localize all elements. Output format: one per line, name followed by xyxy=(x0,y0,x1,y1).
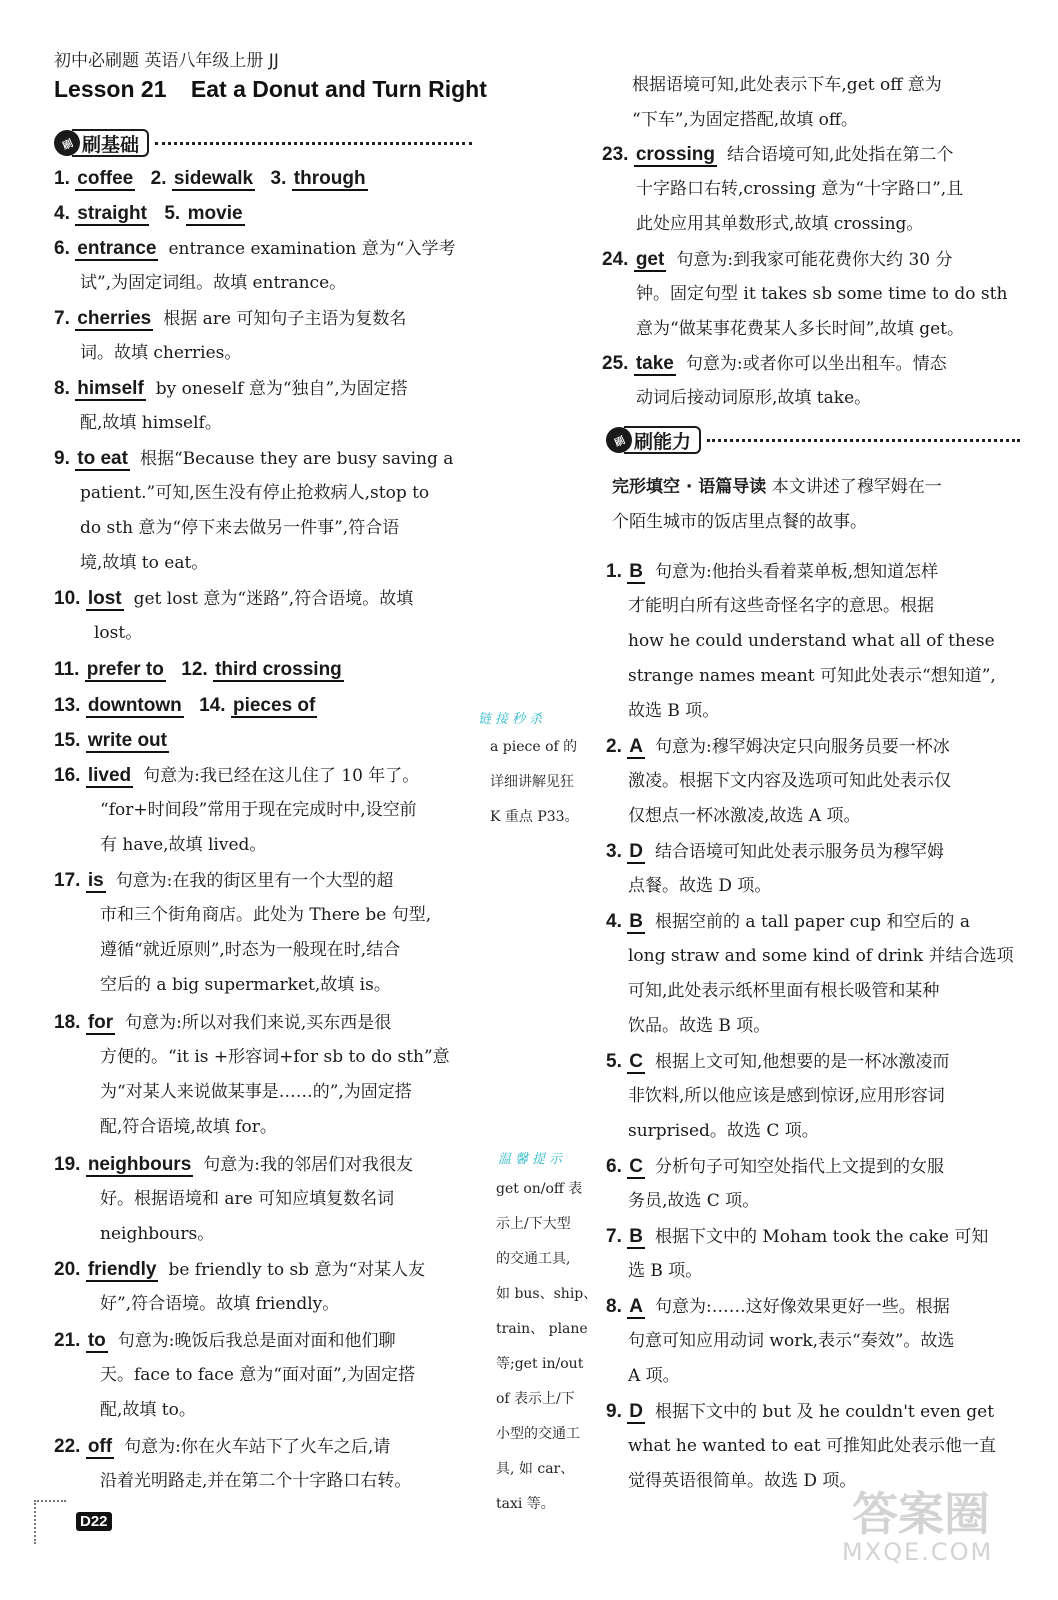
answer-item: 8. himself by oneself 意为“独自”,为固定搭 xyxy=(54,378,408,399)
answer-row: 11. prefer to 12. third crossing xyxy=(54,659,342,680)
lesson-title: Eat a Donut and Turn Right xyxy=(190,76,487,102)
section-ability-header xyxy=(606,425,1020,455)
sidebar-tip-line: 的交通工具, xyxy=(496,1251,571,1267)
sidebar-link-line: 详细讲解见狂 xyxy=(490,774,574,790)
passage-intro: 完形填空 · 语篇导读 本文讲述了穆罕姆在一 xyxy=(612,477,942,497)
explanation-line: surprised。故选 C 项。 xyxy=(628,1121,819,1141)
explanation-line: 沿着光明路走,并在第二个十字路口右转。 xyxy=(100,1471,412,1491)
sidebar-tip-title: 温馨提示 xyxy=(498,1152,567,1167)
sidebar-link-title: 链接秒杀 xyxy=(478,712,547,727)
answer-item: 4. B 根据空前的 a tall paper cup 和空后的 a xyxy=(606,911,970,932)
explanation-line: 好。根据语境和 are 可知应填复数名词 xyxy=(100,1189,395,1209)
answer-item: 19. neighbours 句意为:我的邻居们对我很友 xyxy=(54,1154,414,1175)
explanation-line: 配,故填 himself。 xyxy=(80,413,222,433)
answer-row: 4. straight 5. movie xyxy=(54,203,243,224)
explanation-line: 有 have,故填 lived。 xyxy=(100,835,267,855)
answer-item: 17. is 句意为:在我的街区里有一个大型的超 xyxy=(54,870,394,891)
explanation-line: 故选 B 项。 xyxy=(628,701,720,721)
answer-item: 10. lost get lost 意为“迷路”,符合语境。故填 xyxy=(54,588,414,609)
explanation-line: 天。face to face 意为“面对面”,为固定搭 xyxy=(100,1365,416,1385)
explanation-line: 非饮料,所以他应该是感到惊讶,应用形容词 xyxy=(628,1086,945,1106)
answer-item: 1. B 句意为:他抬头看着菜单板,想知道怎样 xyxy=(606,561,939,582)
section-basic-label: 刷基础 xyxy=(72,129,149,157)
answer-item: 24. get 句意为:到我家可能花费你大约 30 分 xyxy=(602,249,953,270)
explanation-line: 市和三个街角商店。此处为 There be 句型, xyxy=(100,905,432,925)
answer-item: 6. C 分析句子可知空处指代上文提到的女服 xyxy=(606,1156,944,1177)
sidebar-tip-line: 示上/下大型 xyxy=(496,1216,571,1232)
sidebar-tip-line: of 表示上/下 xyxy=(496,1391,575,1407)
explanation-line: A 项。 xyxy=(628,1366,680,1386)
sidebar-tip-line: taxi 等。 xyxy=(496,1496,555,1512)
explanation-line: “for+时间段”常用于现在完成时中,设空前 xyxy=(100,800,417,820)
answer-item: 2. A 句意为:穆罕姆决定只向服务员要一杯冰 xyxy=(606,736,950,757)
answer-item: 25. take 句意为:或者你可以坐出租车。情态 xyxy=(602,353,947,374)
explanation-line: 配,符合语境,故填 for。 xyxy=(100,1117,277,1137)
explanation-line: patient.”可知,医生没有停止抢救病人,stop to xyxy=(80,483,430,503)
divider xyxy=(707,439,1020,442)
divider xyxy=(155,142,472,145)
explanation-line: 遵循“就近原则”,时态为一般现在时,结合 xyxy=(100,940,401,960)
explanation-line: do sth 意为“停下来去做另一件事”,符合语 xyxy=(80,518,400,538)
sidebar-link-line: a piece of 的 xyxy=(490,739,578,755)
explanation-line: 饮品。故选 B 项。 xyxy=(628,1016,771,1036)
explanation-line: neighbours。 xyxy=(100,1224,215,1244)
explanation-line: lost。 xyxy=(94,623,143,643)
sidebar-tip-line: 具, 如 car、 xyxy=(496,1461,575,1477)
explanation-line: 境,故填 to eat。 xyxy=(80,553,209,573)
answer-item: 5. C 根据上文可知,他想要的是一杯冰激凌而 xyxy=(606,1051,950,1072)
answer: sidewalk xyxy=(173,168,254,189)
answer-item: 22. off 句意为:你在火车站下了火车之后,请 xyxy=(54,1436,391,1457)
answer-row: 13. downtown 14. pieces of xyxy=(54,695,316,716)
sidebar-link-line: K 重点 P33。 xyxy=(490,809,579,825)
answer-row: 1. coffee 2. sidewalk 3. through xyxy=(54,168,366,189)
explanation-line: 空后的 a big supermarket,故填 is。 xyxy=(100,975,391,995)
explanation-line: 才能明白所有这些奇怪名字的意思。根据 xyxy=(628,596,934,616)
brush-badge-icon: 刷 xyxy=(50,126,85,161)
explanation-line: 为“对某人来说做某事是……的”,为固定搭 xyxy=(100,1082,412,1102)
book-header: 初中必刷题 英语八年级上册 JJ xyxy=(54,51,279,71)
answer-item: 7. cherries 根据 are 可知句子主语为复数名 xyxy=(54,308,407,329)
section-basic-header xyxy=(54,128,472,158)
explanation-line: 点餐。故选 D 项。 xyxy=(628,876,772,896)
lesson-number: Lesson 21 xyxy=(54,76,167,102)
answer-item: 8. A 句意为:……这好像效果更好一些。根据 xyxy=(606,1296,950,1317)
explanation-line: “下车”,为固定搭配,故填 off。 xyxy=(632,110,858,130)
lesson-heading xyxy=(54,76,487,103)
corner-decoration xyxy=(34,1500,66,1544)
answer-item: 9. to eat 根据“Because they are busy saving a xyxy=(54,448,454,469)
sidebar-tip-line: 小型的交通工 xyxy=(496,1426,580,1442)
explanation-line: 可知,此处表示纸杯里面有根长吸管和某种 xyxy=(628,981,940,1001)
answer-item: 18. for 句意为:所以对我们来说,买东西是很 xyxy=(54,1012,392,1033)
explanation-line: 十字路口右转,crossing 意为“十字路口”,且 xyxy=(636,179,964,199)
explanation-line: 好”,符合语境。故填 friendly。 xyxy=(100,1294,340,1314)
answer-item: 23. crossing 结合语境可知,此处指在第二个 xyxy=(602,144,954,165)
answer-item: 6. entrance entrance examination 意为“入学考 xyxy=(54,238,456,259)
answer-item: 20. friendly be friendly to sb 意为“对某人友 xyxy=(54,1259,426,1280)
answer: coffee xyxy=(77,168,134,189)
explanation-line: 仅想点一杯冰激凌,故选 A 项。 xyxy=(628,806,861,826)
answer: movie xyxy=(187,203,243,224)
sidebar-tip-line: get on/off 表 xyxy=(496,1181,583,1197)
explanation-line: 试”,为固定词组。故填 entrance。 xyxy=(80,273,347,293)
explanation-line: 激凌。根据下文内容及选项可知此处表示仅 xyxy=(628,771,951,791)
answer-item: 21. to 句意为:晚饭后我总是面对面和他们聊 xyxy=(54,1330,396,1351)
sidebar-tip-line: 等;get in/out xyxy=(496,1356,584,1372)
explanation-line: 词。故填 cherries。 xyxy=(80,343,242,363)
explanation-line: 句意可知应用动词 work,表示“奏效”。故选 xyxy=(628,1331,955,1351)
explanation-line: 根据语境可知,此处表示下车,get off 意为 xyxy=(632,75,942,95)
page-number: D22 xyxy=(76,1512,112,1531)
answer-item: 16. lived 句意为:我已经在这儿住了 10 年了。 xyxy=(54,765,420,786)
answer-item: 15. write out xyxy=(54,730,167,751)
brush-badge-icon: 刷 xyxy=(602,423,637,458)
explanation-line: 此处应用其单数形式,故填 crossing。 xyxy=(636,214,924,234)
explanation-line: 配,故填 to。 xyxy=(100,1400,196,1420)
explanation-line: 方便的。“it is +形容词+for sb to do sth”意 xyxy=(100,1047,450,1067)
answer: straight xyxy=(77,203,147,224)
explanation-line: 觉得英语很简单。故选 D 项。 xyxy=(628,1471,857,1491)
explanation-line: 动词后接动词原形,故填 take。 xyxy=(636,388,872,408)
explanation-line: 钟。固定句型 it takes sb some time to do sth xyxy=(636,284,1008,304)
explanation-line: 意为“做某事花费某人多长时间”,故填 get。 xyxy=(636,319,964,339)
explanation-line: what he wanted to eat 可推知此处表示他一直 xyxy=(628,1436,996,1456)
answer-item: 3. D 结合语境可知此处表示服务员为穆罕姆 xyxy=(606,841,944,862)
explanation-line: long straw and some kind of drink 并结合选项 xyxy=(628,946,1014,966)
answer-item: 9. D 根据下文中的 but 及 he couldn't even get xyxy=(606,1401,995,1422)
sidebar-tip-line: 如 bus、ship、 xyxy=(496,1286,598,1302)
answer-item: 7. B 根据下文中的 Moham took the cake 可知 xyxy=(606,1226,989,1247)
explanation-line: 选 B 项。 xyxy=(628,1261,703,1281)
sidebar-tip-line: train、 plane xyxy=(496,1321,588,1337)
answer: through xyxy=(293,168,366,189)
explanation-line: 务员,故选 C 项。 xyxy=(628,1191,760,1211)
explanation-line: how he could understand what all of these xyxy=(628,631,995,651)
passage-intro: 个陌生城市的饭店里点餐的故事。 xyxy=(612,512,867,532)
section-ability-label: 刷能力 xyxy=(624,426,701,454)
explanation-line: strange names meant 可知此处表示“想知道”, xyxy=(628,666,996,686)
watermark-logo: 答案圈 MXQE.COM xyxy=(842,1487,994,1566)
